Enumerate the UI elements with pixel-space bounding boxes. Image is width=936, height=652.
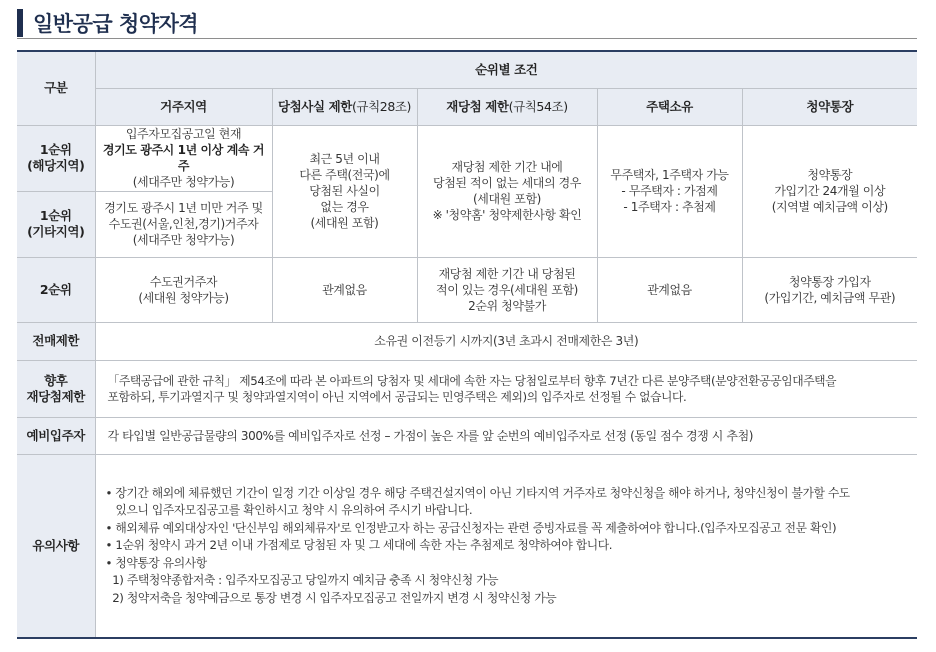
rank1-rewin: 재당첨 제한 기간 내에 당첨된 적이 없는 세대의 경우 (세대원 포함) ※ '청약홈' 청약제한사항 확인: [417, 125, 597, 257]
rank1-other-residence: 경기도 광주시 1년 미만 거주 및 수도권(서울,인천,경기)거주자 (세대주만 청약가능): [95, 191, 272, 257]
header-rewin: [417, 88, 597, 125]
note-line: 1) 주택청약종합저축 : 입주자모집공고 당일까지 예치금 충족 시 청약신청 가능: [105, 573, 499, 587]
row-label-rank1-other: 1순위 (기타지역): [17, 191, 95, 257]
row-label-future-rewin: 향후 재당첨제한: [17, 360, 95, 417]
title-divider: [17, 38, 917, 39]
header-win-fact-main: 당첨사실 제한: [277, 98, 352, 114]
row-label-resale: 전매제한: [17, 322, 95, 360]
rank1-local-residence: 입주자모집공고일 현재 경기도 광주시 1년 이상 계속 거주 (세대주만 청약가능): [95, 125, 272, 191]
page-title-bar: [17, 8, 198, 38]
rank1-house: 무주택자, 1주택자 가능 - 무주택자 : 가점제 - 1주택자 : 추첨제: [597, 125, 742, 257]
rank1-account: 청약통장 가입기간 24개월 이상 (지역별 예치금액 이상): [742, 125, 917, 257]
row-label-notes: 유의사항: [17, 454, 95, 638]
header-rewin-sub: (규칙54조): [508, 98, 568, 114]
page-title: 일반공급 청약자격: [33, 12, 199, 36]
future-rewin-text: 「주택공급에 관한 규칙」 제54조에 따라 본 아파트의 당첨자 및 세대에 속한 자는 당첨일로부터 향후 7년간 다른 분양주택(분양전환공공임대주택을 포함하되, 투기과열지구 및 청약과열지역이 아닌 지역에서 공급되는 민영주택은 제외)의 입주자로 선정될 수 없습니다.: [95, 360, 917, 417]
row-label-reserve: 예비입주자: [17, 417, 95, 454]
header-account: 청약통장: [742, 88, 917, 125]
rank2-residence: 수도권거주자 (세대원 청약가능): [95, 257, 272, 322]
header-house: 주택소유: [597, 88, 742, 125]
note-line: 있으니 입주자모집공고를 확인하시고 청약 시 유의하여 주시기 바랍니다.: [105, 503, 473, 517]
eligibility-table: [17, 50, 917, 639]
rank2-win-fact: 관계없음: [272, 257, 417, 322]
header-gubun: 구분: [17, 51, 95, 125]
rank2-account: 청약통장 가입자 (가입기간, 예치금액 무관): [742, 257, 917, 322]
note-line: • 해외체류 예외대상자인 '단신부임 해외체류자'로 인정받고자 하는 공급신청자는 관련 증빙자료를 꼭 제출하여야 합니다.(입주자모집공고 전문 확인): [105, 520, 837, 535]
note-line: • 청약통장 유의사항: [105, 555, 207, 570]
rank2-house: 관계없음: [597, 257, 742, 322]
note-line: • 1순위 청약시 과거 2년 이내 가점제로 당첨된 자 및 그 세대에 속한 자는 추첨제로 청약하여야 합니다.: [105, 538, 613, 552]
resale-text: 소유권 이전등기 시까지(3년 초과시 전매제한은 3년): [95, 322, 917, 360]
header-win-fact: [272, 88, 417, 125]
rank2-rewin: 재당첨 제한 기간 내 당첨된 적이 있는 경우(세대원 포함) 2순위 청약불가: [417, 257, 597, 322]
header-rewin-main: 재당첨 제한: [446, 98, 509, 114]
reserve-text: 각 타입별 일반공급물량의 300%를 예비입주자로 선정 – 가점이 높은 자를 앞 순번의 예비입주자로 선정 (동일 점수 경쟁 시 추첨): [95, 417, 917, 454]
header-residence: 거주지역: [95, 88, 272, 125]
title-accent-mark: [17, 9, 23, 37]
header-rank-conditions: 순위별 조건: [95, 51, 917, 88]
note-line: • 장기간 해외에 체류했던 기간이 일정 기간 이상일 경우 해당 주택건설지역이 아닌 기타지역 거주자로 청약신청을 해야 하거나, 청약신청이 불가할 수도: [105, 485, 850, 500]
row-label-rank2: 2순위: [17, 257, 95, 322]
header-win-fact-sub: (규칙28조): [351, 98, 412, 114]
row-label-rank1-local: 1순위 (해당지역): [17, 125, 95, 191]
note-line: 2) 청약저축을 청약예금으로 통장 변경 시 입주자모집공고 전일까지 변경 시 청약신청 가능: [105, 590, 557, 605]
rank1-win-fact: 최근 5년 이내 다른 주택(전국)에 당첨된 사실이 없는 경우 (세대원 포함): [272, 125, 417, 257]
notes-text: [95, 454, 917, 638]
